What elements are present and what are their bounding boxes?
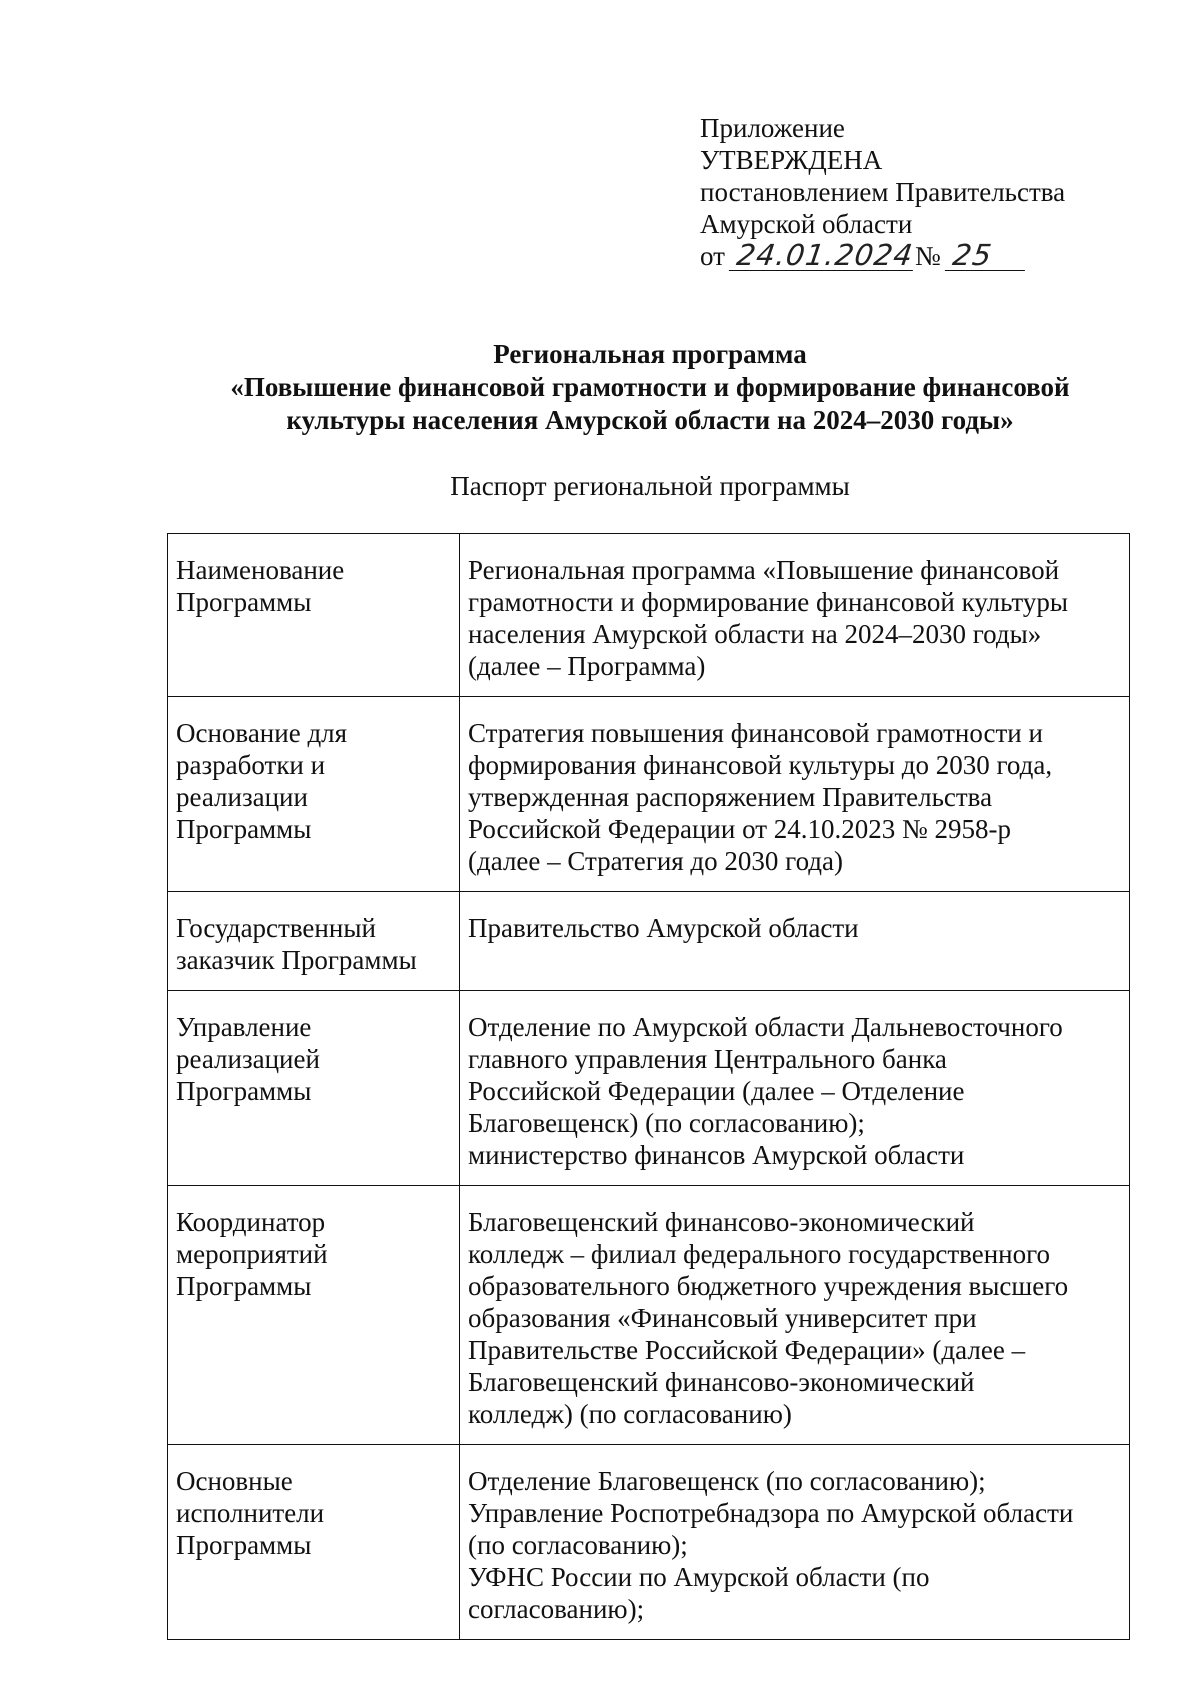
row-value-cell [460,1445,1130,1640]
row-label-line: Программы [176,1530,312,1560]
row-label-line: исполнители [176,1498,325,1528]
row-value-line: Благовещенский финансово-экономический [468,1367,975,1397]
title-line-3: культуры населения Амурской области на 2024–2030 годы» [286,405,1014,435]
row-label-line: Программы [176,1076,312,1106]
row-label-line: Государственный [176,913,376,943]
row-value-line: образовательного бюджетного учреждения высшего [468,1271,1069,1301]
row-value-line: министерство финансов Амурской области [468,1140,965,1170]
table-row [168,892,1130,991]
row-value-line: Отделение по Амурской области Дальневосточного [468,1012,1063,1042]
row-label-line: Программы [176,1271,312,1301]
row-value-line: Отделение Благовещенск (по согласованию); [468,1466,986,1496]
row-label-line: Основные [176,1466,293,1496]
row-label-line: Основание для [176,718,348,748]
row-value-line: главного управления Центрального банка [468,1044,947,1074]
table-row [168,1445,1130,1640]
region-label: Амурской области [700,209,913,239]
row-label-cell [168,534,460,697]
annex-label: Приложение [700,113,845,143]
row-label-line: Программы [176,587,312,617]
row-value-line: согласованию); [468,1594,645,1624]
row-label-line: реализации [176,782,308,812]
row-value-line: Региональная программа «Повышение финансовой [468,555,1060,585]
title-line-2: «Повышение финансовой грамотности и формирование финансовой [230,372,1070,402]
row-value-line: образования «Финансовый университет при [468,1303,977,1333]
passport-table-body [168,534,1130,1640]
table-row [168,991,1130,1186]
row-value-line: колледж – филиал федерального государственного [468,1239,1051,1269]
row-label-cell [168,892,460,991]
table-row [168,1186,1130,1445]
row-label-line: Управление [176,1012,312,1042]
row-value-line: Благовещенский финансово-экономический [468,1207,975,1237]
date-prefix: от [700,241,725,271]
row-value-line: (по согласованию); [468,1530,688,1560]
row-label-line: мероприятий [176,1239,328,1269]
row-value-line: Управление Роспотребнадзора по Амурской области [468,1498,1074,1528]
row-label-cell [168,697,460,892]
row-label-line: реализацией [176,1044,320,1074]
approval-block [700,112,1065,272]
passport-table [167,533,1130,1640]
passport-subtitle: Паспорт региональной программы [450,471,850,501]
row-label-cell [168,1445,460,1640]
row-value-line: Правительстве Российской Федерации» (далее – [468,1335,1026,1365]
row-value-line: формирования финансовой культуры до 2030 года, [468,750,1053,780]
row-value-cell [460,991,1130,1186]
row-value-line: утвержденная распоряжением Правительства [468,782,993,812]
row-value-line: Благовещенск) (по согласованию); [468,1108,865,1138]
row-label-line: Программы [176,814,312,844]
title-line-1: Региональная программа [493,339,807,369]
table-row [168,697,1130,892]
row-value-cell [460,892,1130,991]
row-value-line: (далее – Стратегия до 2030 года) [468,846,844,876]
row-label-line: разработки и [176,750,326,780]
program-title [120,338,1180,437]
row-value-line: колледж) (по согласованию) [468,1399,792,1429]
date-number-line [700,240,1065,272]
row-label-line: заказчик Программы [176,945,417,975]
handwritten-number: 25 [945,240,1029,271]
handwritten-date: 24.01.2024 [729,240,917,271]
approved-label: УТВЕРЖДЕНА [700,145,883,175]
row-value-line: Правительство Амурской области [468,913,859,943]
table-row [168,534,1130,697]
resolution-label: постановлением Правительства [700,177,1066,207]
row-value-line: грамотности и формирование финансовой культуры [468,587,1068,617]
row-value-line: Стратегия повышения финансовой грамотности и [468,718,1043,748]
row-value-line: УФНС России по Амурской области (по [468,1562,930,1592]
row-label-line: Наименование [176,555,345,585]
row-value-cell [460,697,1130,892]
row-label-cell [168,1186,460,1445]
row-value-cell [460,534,1130,697]
row-label-line: Координатор [176,1207,326,1237]
row-label-cell [168,991,460,1186]
row-value-line: (далее – Программа) [468,651,706,681]
row-value-line: Российской Федерации от 24.10.2023 № 2958-р [468,814,1012,844]
number-prefix: № [914,241,941,271]
row-value-cell [460,1186,1130,1445]
row-value-line: Российской Федерации (далее – Отделение [468,1076,965,1106]
row-value-line: населения Амурской области на 2024–2030 годы» [468,619,1042,649]
